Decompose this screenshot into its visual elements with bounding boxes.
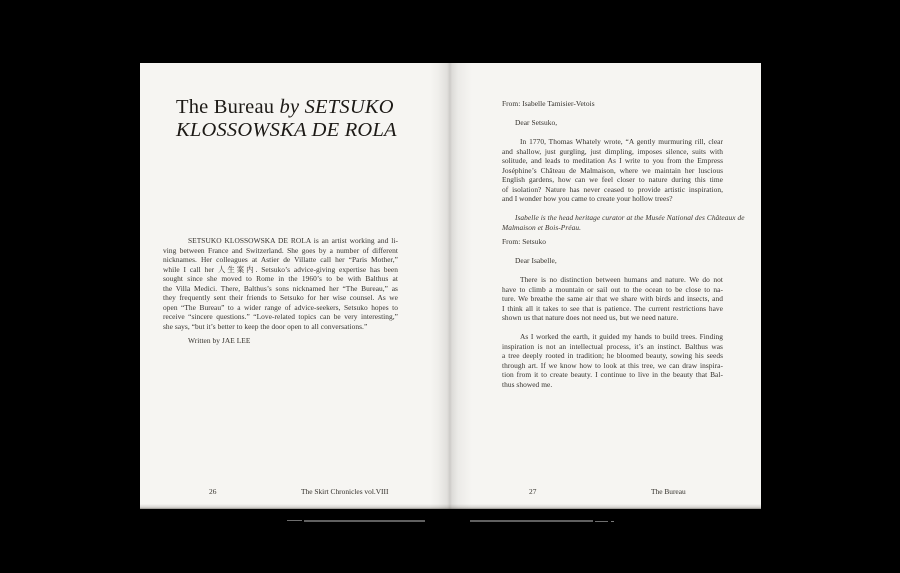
byline: Written by JAE LEE xyxy=(188,336,251,345)
text-line: open “The Bureau” to a wider range of advice-seekers, Setsuko hopes to xyxy=(163,302,398,312)
text-line: In 1770, Thomas Whately wrote, “A gently murmuring rill, clear xyxy=(520,137,723,146)
running-footer-publication: The Skirt Chronicles vol.VIII xyxy=(301,487,389,496)
text-line: tion from it to create beauty. I continue to live in the beauty that Bal- xyxy=(502,370,723,379)
page-edge-reflection xyxy=(595,521,608,522)
title-line-2: KLOSSOWSKA DE ROLA xyxy=(176,118,397,141)
page-number-left: 26 xyxy=(209,487,217,496)
text-line: inspiration is not an intellectual process, it’s an instinct. Balthus was xyxy=(502,341,723,351)
text-line: shown us that nature does not need us, but we need nature. xyxy=(502,313,679,322)
text-line: while I call her 人生案内. Setsuko’s advice-giving expertise has been xyxy=(163,264,398,274)
page-edge-reflection xyxy=(287,520,302,521)
text-line: through art. If we know how to look at this tree, we can draw inspira- xyxy=(502,360,723,370)
text-line: As I worked the earth, it guided my hands to build trees. Finding xyxy=(520,332,723,341)
running-footer-section: The Bureau xyxy=(651,487,686,496)
page-number-right: 27 xyxy=(529,487,537,496)
text-line: of isolation? Nature has never ceased to provide artistic inspiration, xyxy=(502,184,723,194)
text-line: and shallow, just gurgling, just dimpling, imposes silence, suits with xyxy=(502,146,723,156)
page-edge-reflection xyxy=(470,520,593,522)
title-italic: by SETSUKO xyxy=(279,96,394,118)
text-line: they frequently sent their friends to Setsuko for her wise counsel. As we xyxy=(163,293,398,302)
title-roman: The Bureau xyxy=(176,96,275,118)
salutation: Dear Setsuko, xyxy=(515,118,558,127)
text-line: Isabelle is the head heritage curator at the Musée National des Châteaux de xyxy=(515,213,745,222)
text-line: English gardens, how can we feel closer to nature during this time xyxy=(502,175,723,184)
page-edge-reflection xyxy=(304,520,425,522)
text-line: sought since she moved to Rome in the 1960’s to be with Balthus at xyxy=(163,274,398,283)
title-line-1 xyxy=(176,96,426,119)
from-line: From: Setsuko xyxy=(502,237,546,246)
text-line: Malmaison et Bois-Préau. xyxy=(502,222,581,232)
text-line: nicknames. Her colleagues at Astier de Villatte call her “Paris Mother,” xyxy=(163,255,398,264)
page-edge-reflection xyxy=(611,521,614,522)
letter-paragraph xyxy=(502,275,723,323)
text-line: solitude, and leads to meditation As I write to you from the Empress xyxy=(502,156,723,165)
letters-column xyxy=(502,99,745,389)
text-line: Joséphine’s Château de Malmaison, where we maintain her luscious xyxy=(502,165,723,175)
text-line: SETSUKO KLOSSOWSKA DE ROLA is an artist working and li- xyxy=(188,236,398,245)
text-line: have to climb a mountain or sail out to the ocean to be close to na- xyxy=(502,284,723,294)
text-line: she says, “but it’s better to keep the door open to all conversations.” xyxy=(163,321,368,331)
text-line: receive “sincere questions.” “Love-related topics can be very interesting,” xyxy=(163,312,398,321)
text-line: ture. We breathe the same air that we share with birds and insects, and xyxy=(502,294,723,303)
text-line: the Villa Medici. There, Balthus’s sons nicknamed her “The Bureau,” as xyxy=(163,283,398,293)
from-line: From: Isabelle Tamisier-Vetois xyxy=(502,99,595,108)
intro-paragraph xyxy=(163,236,398,331)
text-line: thus showed me. xyxy=(502,379,553,389)
text-line: There is no distinction between humans and nature. We do not xyxy=(520,275,723,284)
text-line: I think all it takes to see that is patience. The current restrictions have xyxy=(502,303,723,313)
salutation: Dear Isabelle, xyxy=(515,256,557,265)
text-line: ving between France and Switzerland. She goes by a number of different xyxy=(163,245,398,255)
article-title xyxy=(176,96,426,142)
left-page xyxy=(140,63,450,509)
curator-note xyxy=(502,213,745,232)
text-line: a tree deeply rooted in tradition; he bloomed beauty, sowing his seeds xyxy=(502,351,723,360)
letter-paragraph xyxy=(502,137,723,204)
letter-paragraph xyxy=(502,332,723,389)
right-page xyxy=(450,63,761,509)
text-line: and I wonder how you came to create your hollow trees? xyxy=(502,194,673,203)
